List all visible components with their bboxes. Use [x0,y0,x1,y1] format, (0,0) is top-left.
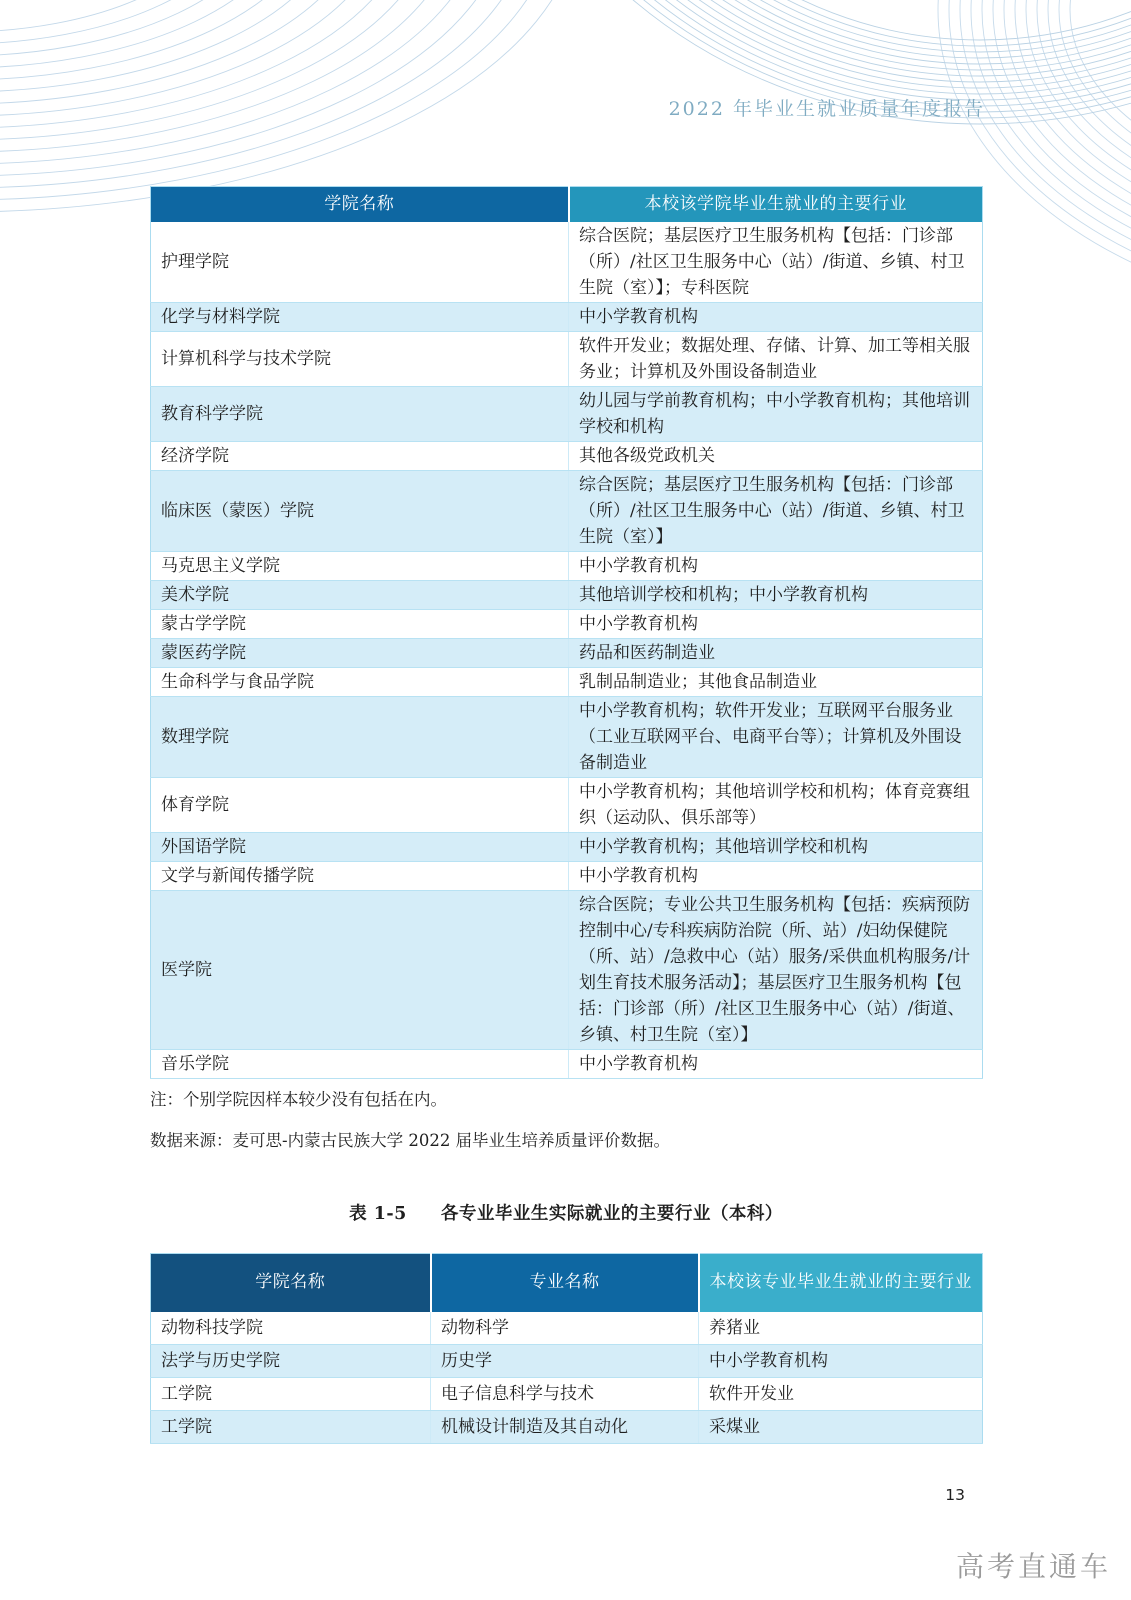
table-cell: 养猪业 [699,1312,983,1345]
table-row [151,332,983,387]
table-cell: 综合医院；基层医疗卫生服务机构【包括：门诊部（所）/社区卫生服务中心（站）/街道、乡镇、村卫生院（室）】；专科医院 [569,222,983,303]
table-cell: 中小学教育机构；其他培训学校和机构 [569,833,983,862]
table2-caption-text: 各专业毕业生实际就业的主要行业（本科） [440,1204,783,1224]
table-cell: 药品和医药制造业 [569,639,983,668]
table-row [151,387,983,442]
table-cell: 蒙古学学院 [151,610,569,639]
table-row [151,891,983,1050]
table-cell: 中小学教育机构 [569,862,983,891]
table-cell: 其他各级党政机关 [569,442,983,471]
table-cell: 综合医院；专业公共卫生服务机构【包括：疾病预防控制中心/专科疾病防治院（所、站）/妇幼保健院（所、站）/急救中心（站）服务/采供血机构服务/计划生育技术服务活动】；基层医疗卫生服务机构【包括：门诊部（所）/社区卫生服务中心（站）/街道、乡镇、村卫生院（室）】 [569,891,983,1050]
table1-source: 数据来源：麦可思-内蒙古民族大学 2022 届毕业生培养质量评价数据。 [150,1131,671,1150]
table-cell: 音乐学院 [151,1050,569,1079]
table-cell: 临床医（蒙医）学院 [151,471,569,552]
table-cell: 其他培训学校和机构；中小学教育机构 [569,581,983,610]
table-cell: 教育科学学院 [151,387,569,442]
table-cell: 采煤业 [699,1410,983,1443]
table2-header-college: 学院名称 [151,1254,431,1312]
page-number: 13 [945,1486,965,1504]
table-cell: 动物科学 [431,1312,699,1345]
table2-body [151,1312,983,1444]
table-cell: 中小学教育机构；其他培训学校和机构；体育竞赛组织（运动队、俱乐部等） [569,778,983,833]
table2-caption-label: 表 1-5 [349,1204,407,1224]
table-row [151,471,983,552]
table-header-row [151,187,983,223]
report-header-title: 2022 年毕业生就业质量年度报告 [668,98,985,120]
table-cell: 中小学教育机构 [569,303,983,332]
table-row [151,1312,983,1345]
table1-header-college: 学院名称 [151,187,569,223]
table-cell: 工学院 [151,1377,431,1410]
table-cell: 文学与新闻传播学院 [151,862,569,891]
table-row [151,833,983,862]
table-cell: 外国语学院 [151,833,569,862]
table-cell: 软件开发业 [699,1377,983,1410]
table-row [151,668,983,697]
table-row [151,610,983,639]
table-cell: 中小学教育机构 [569,552,983,581]
table-cell: 中小学教育机构 [699,1344,983,1377]
table1-body [151,222,983,1079]
table-cell: 历史学 [431,1344,699,1377]
major-industry-table [150,1253,983,1444]
table-row [151,1050,983,1079]
table-row [151,303,983,332]
table-row [151,222,983,303]
table-cell: 电子信息科学与技术 [431,1377,699,1410]
table-cell: 马克思主义学院 [151,552,569,581]
table-cell: 医学院 [151,891,569,1050]
table-cell: 机械设计制造及其自动化 [431,1410,699,1443]
table-cell: 法学与历史学院 [151,1344,431,1377]
table-cell: 中小学教育机构 [569,1050,983,1079]
table-row [151,442,983,471]
table2-caption [150,1200,982,1225]
table2-header-industry: 本校该专业毕业生就业的主要行业 [699,1254,983,1312]
table-cell: 动物科技学院 [151,1312,431,1345]
table-cell: 数理学院 [151,697,569,778]
college-industry-table [150,186,983,1079]
table-cell: 护理学院 [151,222,569,303]
table-row [151,697,983,778]
table-cell: 化学与材料学院 [151,303,569,332]
table-cell: 经济学院 [151,442,569,471]
table-cell: 乳制品制造业；其他食品制造业 [569,668,983,697]
table-row [151,581,983,610]
page-content [150,0,982,1444]
table-cell: 综合医院；基层医疗卫生服务机构【包括：门诊部（所）/社区卫生服务中心（站）/街道、乡镇、村卫生院（室）】 [569,471,983,552]
table-cell: 美术学院 [151,581,569,610]
table-cell: 体育学院 [151,778,569,833]
table-cell: 中小学教育机构 [569,610,983,639]
table2-header-major: 专业名称 [431,1254,699,1312]
table1-note: 注：个别学院因样本较少没有包括在内。 [150,1090,447,1109]
table-row [151,862,983,891]
table-cell: 生命科学与食品学院 [151,668,569,697]
table-row [151,1410,983,1443]
table-row [151,639,983,668]
table-row [151,778,983,833]
table-cell: 软件开发业；数据处理、存储、计算、加工等相关服务业；计算机及外围设备制造业 [569,332,983,387]
watermark: 高考直通车 [955,1550,1111,1583]
table-cell: 蒙医药学院 [151,639,569,668]
table-cell: 计算机科学与技术学院 [151,332,569,387]
table-cell: 中小学教育机构；软件开发业；互联网平台服务业（工业互联网平台、电商平台等）；计算机及外围设备制造业 [569,697,983,778]
table-header-row [151,1254,983,1312]
table-row [151,1377,983,1410]
table-row [151,552,983,581]
table1-header-industry: 本校该学院毕业生就业的主要行业 [569,187,983,223]
table-cell: 幼儿园与学前教育机构；中小学教育机构；其他培训学校和机构 [569,387,983,442]
table-cell: 工学院 [151,1410,431,1443]
table-row [151,1344,983,1377]
